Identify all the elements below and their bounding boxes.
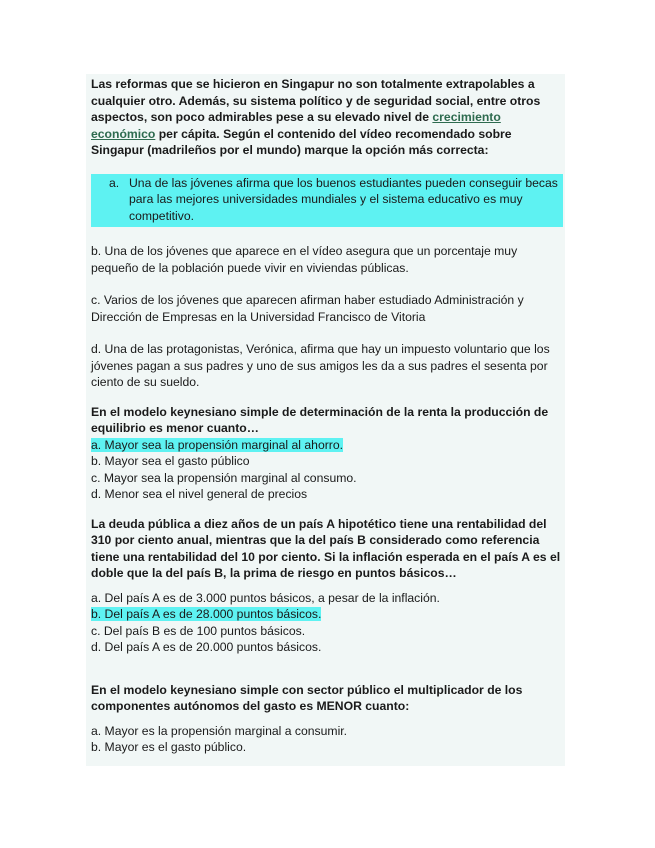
question-1-text-part2: per cápita. Según el contenido del vídeo recomendado sobre Singapur (madrileños por el mundo) marque la opción más correcta: — [91, 126, 512, 157]
question-2-option-a[interactable]: a. Mayor sea la propensión marginal al ahorro. — [91, 437, 344, 452]
crecimiento-economico-link[interactable]: crecimiento económico — [91, 110, 501, 141]
document-content — [91, 76, 561, 756]
question-1 — [91, 76, 561, 159]
question-2-option-c[interactable]: c. Mayor sea la propensión marginal al consumo. — [91, 470, 357, 485]
question-1-option-b[interactable]: b. Una de los jóvenes que aparece en el vídeo asegura que un porcentaje muy pequeño de la población puede vivir en viviendas públicas. — [91, 244, 518, 275]
question-3: La deuda pública a diez años de un país A hipotético tiene una rentabilidad del 310 por ciento anual, mientras que la del país B considerado como referencia tiene una rentabilidad del 10 por ciento. Si la inflación esperada en el país A es el doble que la del país B, la prima de riesgo en puntos básicos… — [91, 516, 561, 580]
question-4-option-a[interactable]: a. Mayor es la propensión marginal a consumir. — [91, 723, 348, 738]
question-3-option-d[interactable]: d. Del país A es de 20.000 puntos básicos. — [91, 640, 322, 654]
question-2: En el modelo keynesiano simple de determinación de la renta la producción de equilibrio es menor cuanto… — [91, 404, 549, 435]
question-1-option-d[interactable]: d. Una de las protagonistas, Verónica, afirma que hay un impuesto voluntario que los jóvenes pagan a sus padres y uno de sus amigos les da a sus padres el sesenta por ciento de su sueldo. — [91, 342, 550, 389]
question-2-option-b[interactable]: b. Mayor sea el gasto público — [91, 454, 250, 468]
question-3-option-c[interactable]: c. Del país B es de 100 puntos básicos. — [91, 623, 306, 638]
question-1-text-part1: Las reformas que se hicieron en Singapur no son totalmente extrapolables a cualquier otro. Además, su sistema político y de seguridad social, entre otros aspectos, son poco admirables pese a su elevado nivel de — [91, 77, 541, 124]
question-4-option-b[interactable]: b. Mayor es el gasto público. — [91, 740, 247, 754]
question-1-option-a-text: Una de las jóvenes afirma que los buenos estudiantes pueden conseguir becas para las mejores universidades mundiales y el sistema educativo es muy competitivo. — [129, 175, 558, 223]
question-1-option-a-letter: a. — [109, 175, 120, 190]
question-4: En el modelo keynesiano simple con sector público el multiplicador de los componentes autónomos del gasto es MENOR cuanto: — [91, 682, 523, 713]
question-1-option-a[interactable] — [91, 174, 563, 228]
question-1-option-c[interactable]: c. Varios de los jóvenes que aparecen afirman haber estudiado Administración y Dirección de Empresas en la Universidad Francisco de Vitoria — [91, 293, 524, 324]
question-2-option-d[interactable]: d. Menor sea el nivel general de precios — [91, 487, 308, 501]
question-3-option-a[interactable]: a. Del país A es de 3.000 puntos básicos, a pesar de la inflación. — [91, 590, 440, 605]
question-3-option-b[interactable]: b. Del país A es de 28.000 puntos básicos. — [91, 607, 322, 621]
